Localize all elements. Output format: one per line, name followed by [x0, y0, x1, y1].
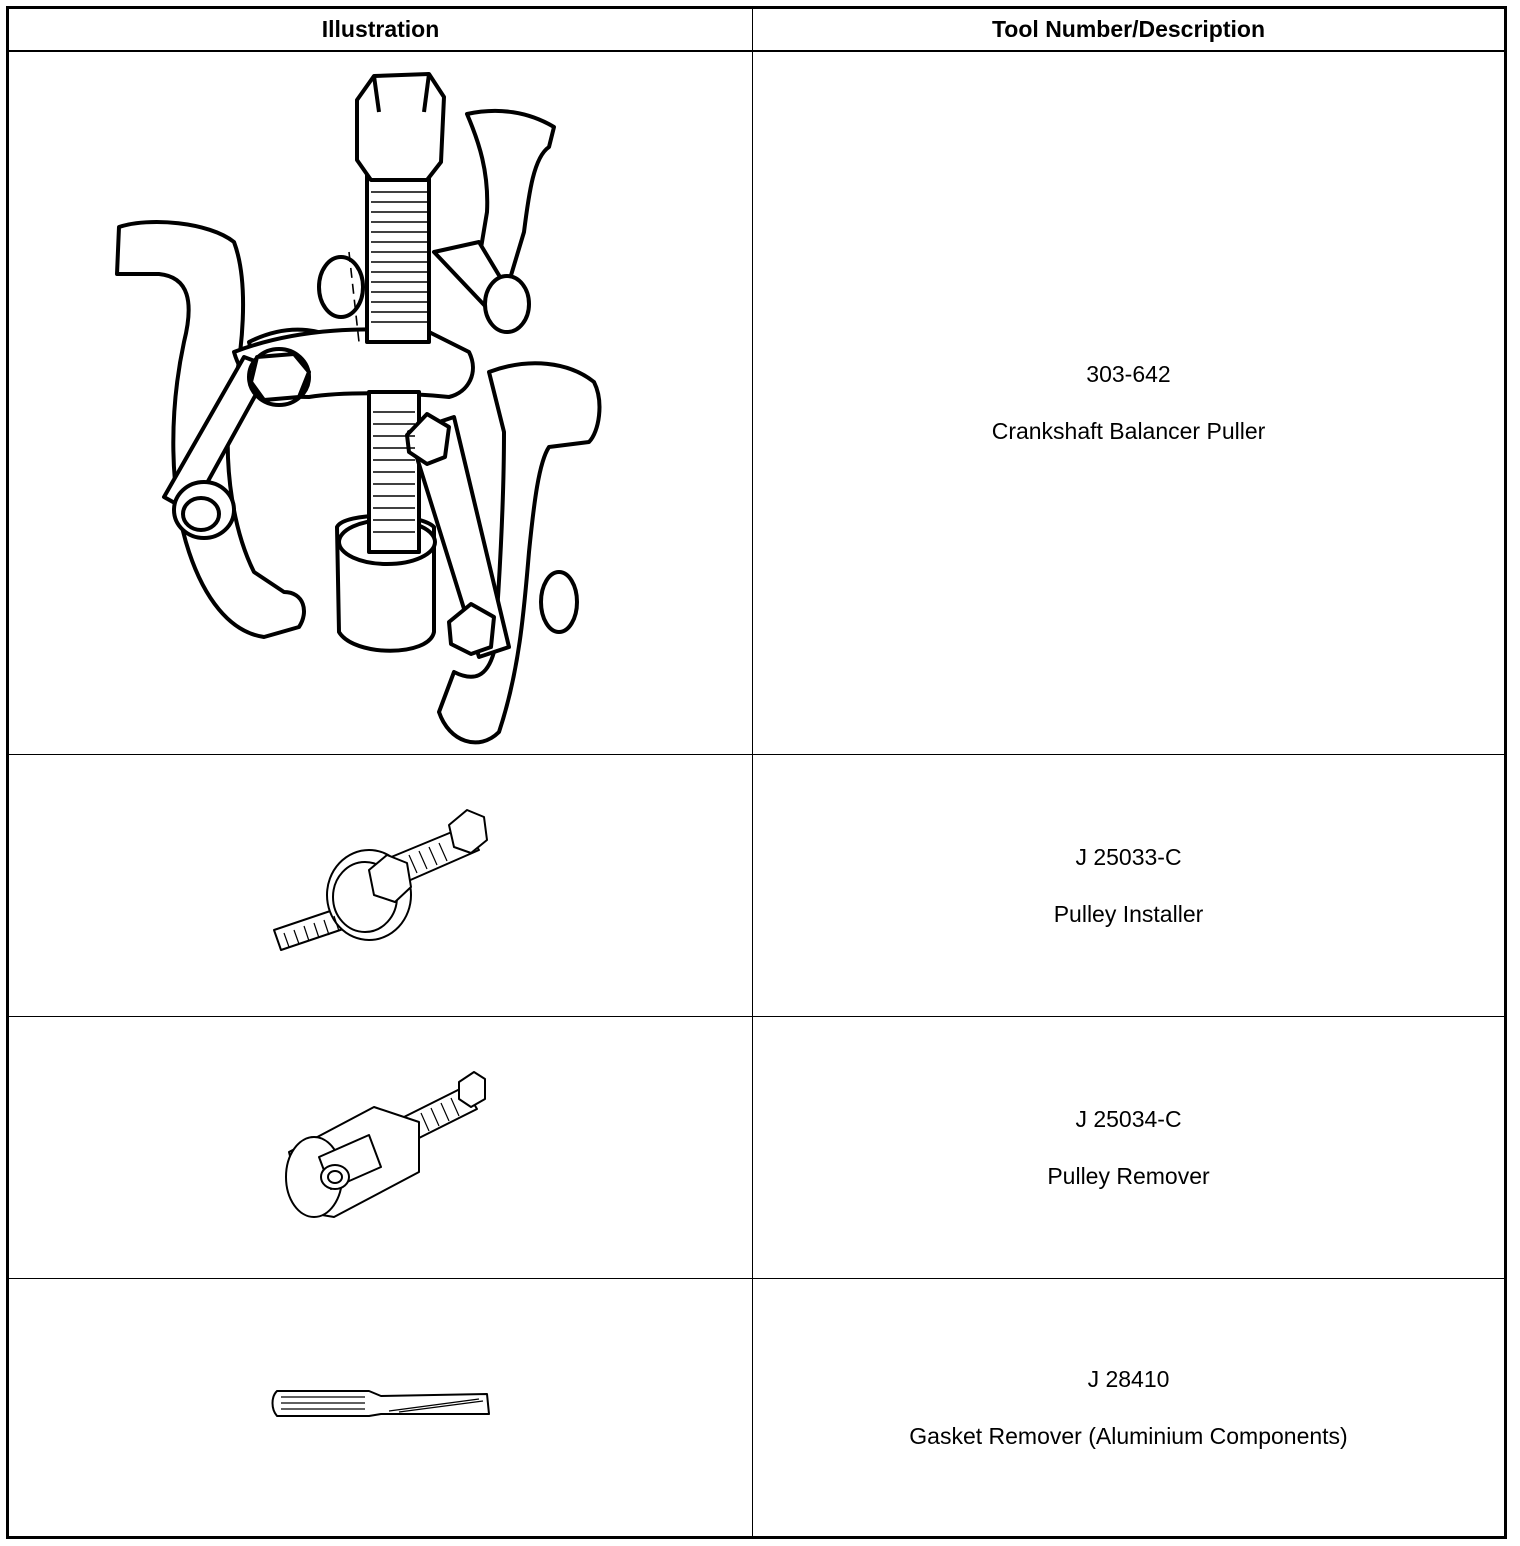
tool-description-cell: [753, 52, 1504, 754]
pulley-installer-icon: [9, 755, 753, 1017]
header-illustration: Illustration: [9, 9, 753, 50]
illustration-cell: [9, 1279, 753, 1536]
table-row: [9, 52, 1504, 755]
tool-number: 303-642: [1086, 361, 1171, 387]
illustration-cell: [9, 755, 753, 1016]
tool-description-cell: [753, 1017, 1504, 1278]
illustration-cell: [9, 52, 753, 754]
illustration-cell: [9, 1017, 753, 1278]
tool-description: Pulley Installer: [1053, 900, 1204, 927]
tool-description-cell: [753, 755, 1504, 1016]
tool-table: [6, 6, 1507, 1539]
tool-description-cell: [753, 1279, 1504, 1536]
header-tool-description: Tool Number/Description: [991, 16, 1266, 42]
three-jaw-puller-icon: [9, 52, 753, 755]
table-row: [9, 1017, 1504, 1279]
table-row: [9, 755, 1504, 1017]
gasket-scraper-icon: [9, 1279, 753, 1536]
tool-number: J 28410: [1087, 1365, 1170, 1392]
pulley-remover-icon: [9, 1017, 753, 1279]
table-header-row: [9, 9, 1504, 52]
table-row: [9, 1279, 1504, 1536]
tool-number: J 25033-C: [1075, 843, 1182, 870]
tool-number: J 25034-C: [1075, 1105, 1182, 1132]
tool-description: Crankshaft Balancer Puller: [991, 418, 1266, 444]
tool-description: Pulley Remover: [1047, 1162, 1210, 1189]
tool-description: Gasket Remover (Aluminium Components): [909, 1422, 1348, 1449]
